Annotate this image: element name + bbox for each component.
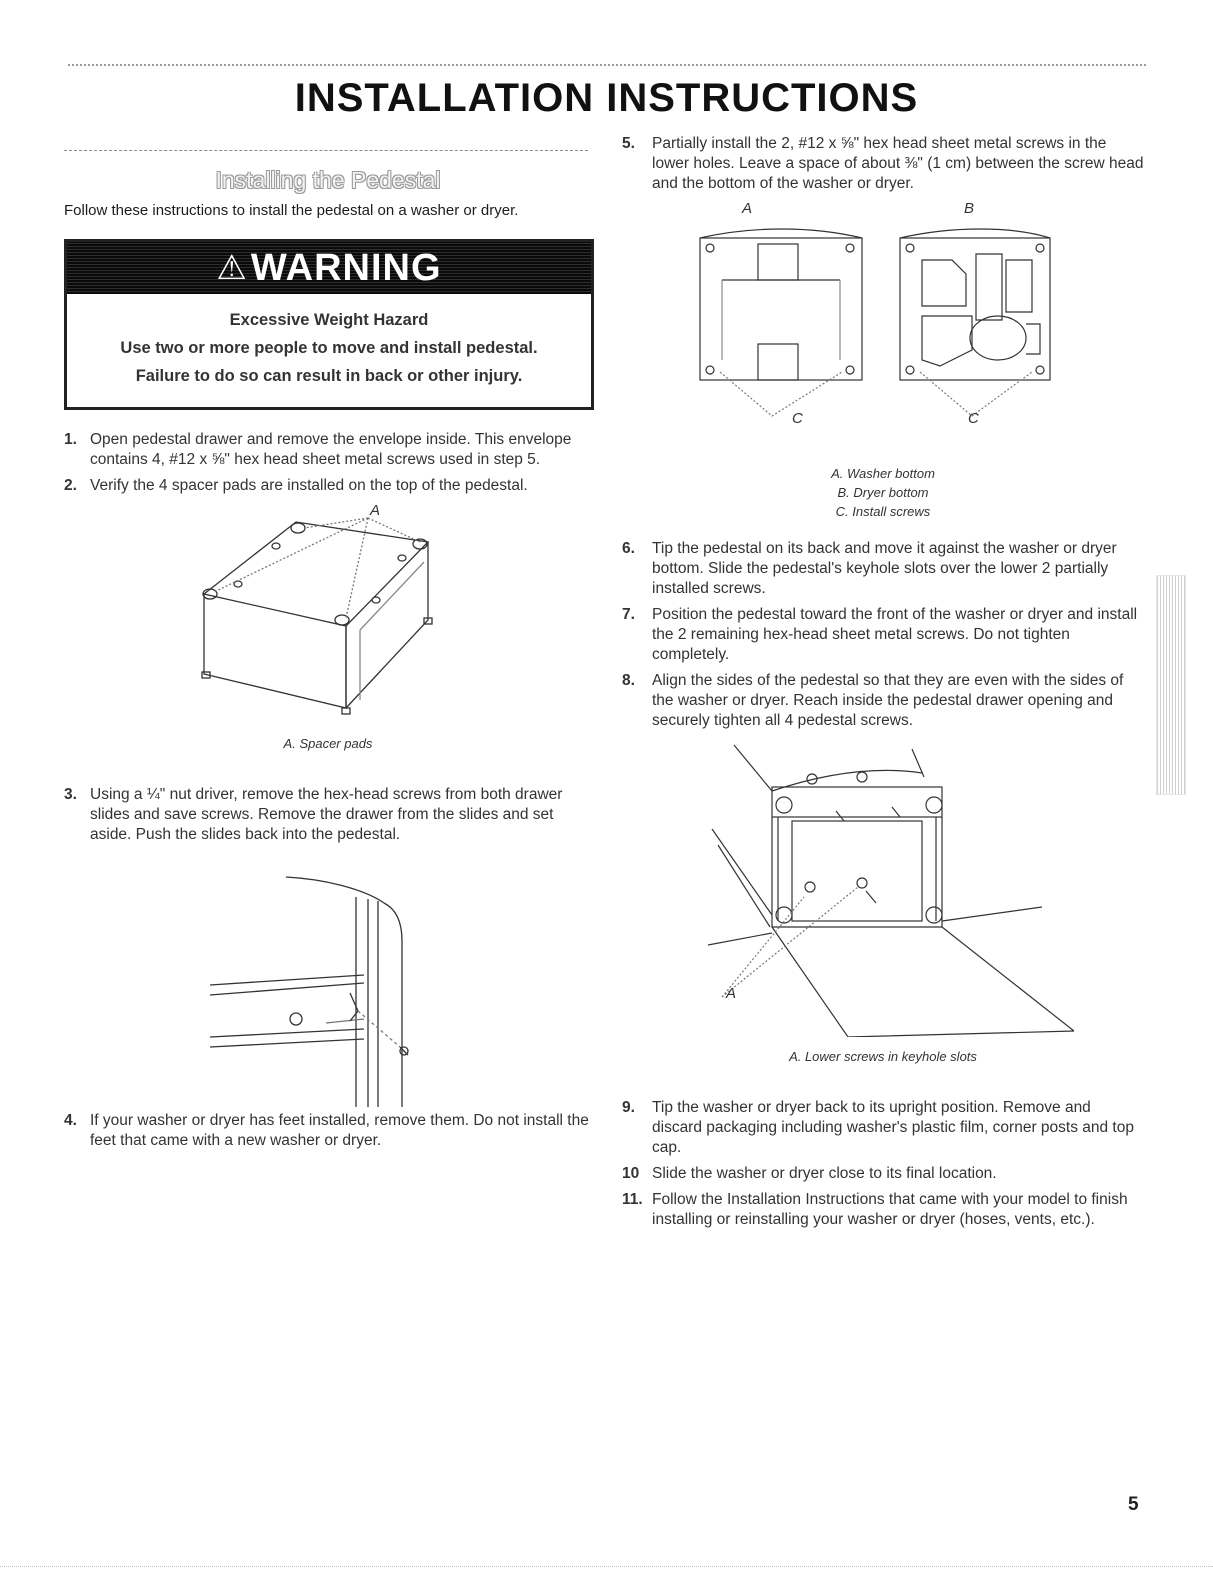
step-text: Open pedestal drawer and remove the envelope inside. This envelope contains 4, #12 x ⅝" hex head sheet metal screws used in step 5. bbox=[90, 431, 572, 468]
washer-bottom-label: A bbox=[742, 200, 753, 217]
step-6 bbox=[622, 539, 1144, 599]
step-1 bbox=[64, 430, 592, 470]
pedestal-spacer-illustration bbox=[64, 502, 592, 732]
step-text: Verify the 4 spacer pads are installed on the top of the pedestal. bbox=[90, 477, 528, 494]
warning-hazard: Excessive Weight Hazard bbox=[229, 311, 429, 329]
right-column bbox=[622, 134, 1144, 1236]
keyhole-slots-illustration bbox=[622, 737, 1144, 1037]
step-text: Slide the washer or dryer close to its final location. bbox=[652, 1165, 997, 1182]
warning-banner bbox=[67, 242, 591, 294]
step-number: 4. bbox=[64, 1112, 77, 1129]
keyhole-caption: A. Lower screws in keyhole slots bbox=[789, 1049, 977, 1064]
spacer-pads-figure bbox=[64, 502, 592, 742]
steps-list-3 bbox=[64, 1111, 592, 1151]
washer-dryer-bottoms-illustration bbox=[622, 220, 1144, 452]
page-title: INSTALLATION INSTRUCTIONS bbox=[294, 76, 919, 120]
warning-box bbox=[64, 239, 594, 410]
step-5 bbox=[622, 134, 1144, 194]
step-text: Position the pedestal toward the front of the washer or dryer and install the 2 remaining hex-head sheet metal screws. Do not tighten completely. bbox=[652, 606, 1138, 663]
dryer-bottom-label: B bbox=[964, 200, 975, 217]
warning-line-1: Use two or more people to move and install pedestal. bbox=[120, 339, 538, 357]
steps-list-2 bbox=[64, 785, 592, 845]
warning-signal-word: WARNING bbox=[250, 246, 442, 289]
step-text: Partially install the 2, #12 x ⅝" hex head sheet metal screws in the lower holes. Leave a space of about ⅜" (1 cm) between the screw head and the bottom of the washer or dryer. bbox=[652, 135, 1144, 192]
left-column bbox=[64, 140, 592, 1157]
spacer-caption: A. Spacer pads bbox=[283, 736, 373, 751]
caption-dryer-bottom: B. Dryer bottom bbox=[837, 485, 929, 500]
step-text: Tip the pedestal on its back and move it against the washer or dryer bottom. Slide the pedestal's keyhole slots over the lower 2 partially installed screws. bbox=[652, 540, 1117, 597]
step-number: 1. bbox=[64, 431, 77, 448]
page-number: 5 bbox=[1128, 1494, 1139, 1515]
step-number: 2. bbox=[64, 477, 77, 494]
step-number: 3. bbox=[64, 786, 77, 803]
warning-body bbox=[67, 294, 591, 407]
step-text: If your washer or dryer has feet installed, remove them. Do not install the feet that came with a new washer or dryer. bbox=[90, 1112, 589, 1149]
steps-list-4 bbox=[622, 134, 1144, 194]
step-number: 10 bbox=[622, 1165, 640, 1182]
steps-list-6 bbox=[622, 1098, 1144, 1230]
step-9 bbox=[622, 1098, 1144, 1158]
top-rule bbox=[68, 64, 1146, 66]
section-heading: Installing the Pedestal bbox=[215, 167, 441, 193]
install-screws-label-1: C bbox=[792, 410, 803, 427]
step-number: 9. bbox=[622, 1099, 635, 1116]
drawer-slide-illustration bbox=[64, 851, 592, 1107]
step-number: 11. bbox=[622, 1191, 643, 1208]
step-8 bbox=[622, 671, 1144, 731]
section-divider bbox=[64, 150, 588, 151]
warning-line-2: Failure to do so can result in back or other injury. bbox=[135, 367, 523, 385]
step-2 bbox=[64, 476, 592, 496]
step-text: Align the sides of the pedestal so that they are even with the sides of the washer or dryer. Reach inside the pedestal drawer opening and securely tighten all 4 pedestal screws. bbox=[652, 672, 1124, 729]
caption-washer-bottom: A. Washer bottom bbox=[831, 466, 935, 481]
step-10 bbox=[622, 1164, 1144, 1184]
bottoms-figure bbox=[622, 200, 1144, 432]
keyhole-callout-label: A bbox=[726, 985, 737, 1002]
bottom-rule bbox=[0, 1566, 1213, 1567]
step-number: 7. bbox=[622, 606, 635, 623]
step-text: Follow the Installation Instructions that came with your model to finish installing or reinstalling your washer or dryer (hoses, vents, etc.). bbox=[652, 1191, 1128, 1228]
step-number: 5. bbox=[622, 135, 635, 152]
step-number: 8. bbox=[622, 672, 635, 689]
step-7 bbox=[622, 605, 1144, 665]
step-4 bbox=[64, 1111, 592, 1151]
keyhole-figure bbox=[622, 737, 1144, 1037]
step-11 bbox=[622, 1190, 1144, 1230]
bottoms-caption bbox=[622, 464, 1144, 521]
caption-install-screws: C. Install screws bbox=[835, 504, 931, 519]
section-intro: Follow these instructions to install the pedestal on a washer or dryer. bbox=[64, 202, 519, 219]
steps-list-1 bbox=[64, 430, 592, 496]
language-side-tab bbox=[1156, 575, 1186, 795]
warning-triangle-icon: ⚠ bbox=[216, 249, 247, 287]
step-number: 6. bbox=[622, 540, 635, 557]
step-3 bbox=[64, 785, 592, 845]
step-text: Using a ¼" nut driver, remove the hex-head screws from both drawer slides and save screws. Remove the drawer from the slides and set aside. Push the slides back into the pedestal. bbox=[90, 786, 563, 843]
spacer-callout-label: A bbox=[370, 502, 381, 519]
install-screws-label-2: C bbox=[968, 410, 979, 427]
step-text: Tip the washer or dryer back to its upright position. Remove and discard packaging including washer's plastic film, corner posts and top cap. bbox=[652, 1099, 1134, 1156]
drawer-slide-figure bbox=[64, 851, 592, 1111]
steps-list-5 bbox=[622, 539, 1144, 731]
